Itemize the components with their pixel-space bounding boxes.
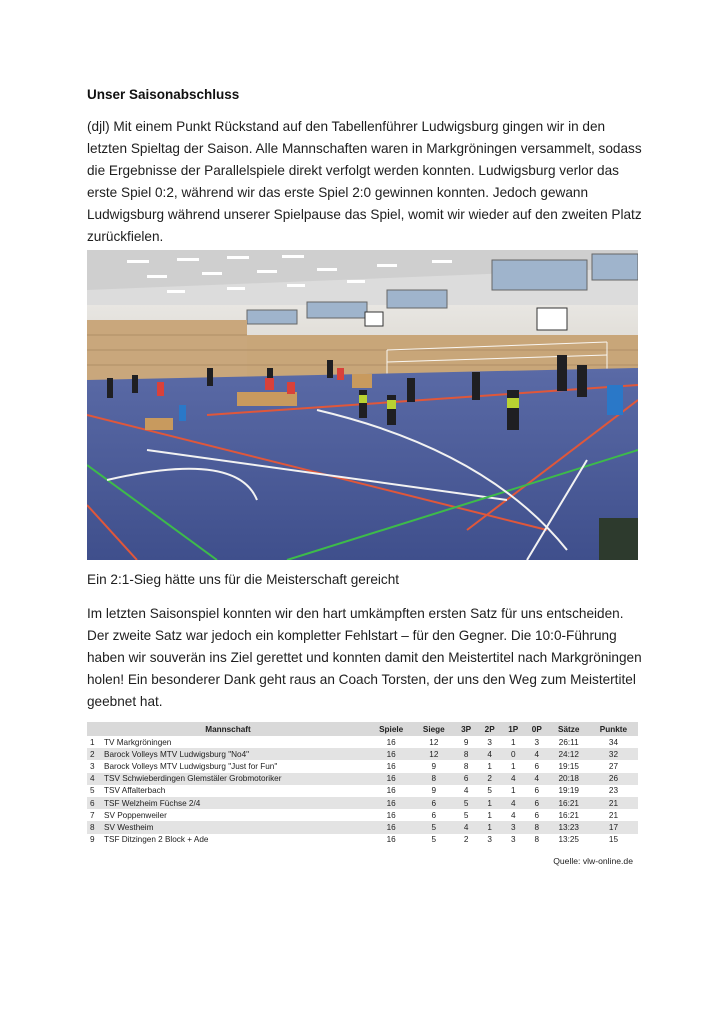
- points-cell: 23: [608, 786, 618, 796]
- sets-cell: 19:19: [558, 786, 579, 796]
- rank-cell: 4: [87, 773, 101, 785]
- wins-cell: 5: [431, 835, 437, 845]
- sets-cell: 20:18: [549, 773, 589, 785]
- p1-cell: 3: [510, 835, 516, 845]
- header-1p: 1P: [501, 722, 525, 736]
- wins-cell: 9: [431, 761, 437, 771]
- points-cell: 26: [589, 773, 638, 785]
- team-cell: TSF Ditzingen 2 Block + Ade: [104, 835, 209, 845]
- table-row: [87, 736, 638, 748]
- header-0p: 0P: [525, 722, 549, 736]
- wins-cell: 6: [431, 810, 437, 820]
- standings-table: [87, 722, 638, 846]
- p0-cell: 6: [534, 761, 540, 771]
- p1-cell: 4: [501, 797, 525, 809]
- team-cell: Barock Volleys MTV Ludwigsburg "No4": [101, 748, 369, 760]
- p2-cell: 3: [487, 835, 492, 845]
- header-team: Mannschaft: [87, 722, 369, 736]
- team-cell: Barock Volleys MTV Ludwigsburg "Just for Fun": [104, 761, 278, 771]
- team-cell: SV Westheim: [101, 821, 369, 833]
- wins-cell: 12: [429, 737, 439, 747]
- sets-cell: 19:15: [558, 761, 579, 771]
- p0-cell: 6: [534, 786, 540, 796]
- p0-cell: 3: [534, 737, 540, 747]
- sets-cell: 16:21: [558, 810, 579, 820]
- p3-cell: 4: [463, 786, 469, 796]
- p0-cell: 8: [534, 835, 540, 845]
- season-summary-paragraph: Im letzten Saisonspiel konnten wir den hart umkämpften ersten Satz für uns entscheiden. Der zweite Satz war jedoch ein kompletter Fehlstart – für den Gegner. Die 10:0-Führung haben wir souverän ins Ziel gerettet und konnten damit den Meistertitel nach Markgröningen holen! Ein besonderer Dank geht raus an Coach Torsten, der uns den Weg zum Meistertitel geebnet hat.: [87, 606, 642, 709]
- header-games: Spiele: [369, 722, 413, 736]
- p1-cell: 3: [501, 821, 525, 833]
- header-wins: Siege: [413, 722, 454, 736]
- wins-cell: 8: [413, 773, 454, 785]
- p0-cell: 4: [525, 773, 549, 785]
- games-cell: 16: [369, 797, 413, 809]
- team-cell: TSF Welzheim Füchse 2/4: [101, 797, 369, 809]
- table-row: [87, 834, 638, 846]
- header-3p: 3P: [454, 722, 478, 736]
- p0-cell: 8: [525, 821, 549, 833]
- p1-cell: 0: [501, 748, 525, 760]
- games-cell: 16: [369, 821, 413, 833]
- article-heading: Unser Saisonabschluss: [87, 87, 240, 102]
- table-source: Quelle: vlw-online.de: [553, 856, 633, 866]
- points-cell: 21: [608, 810, 618, 820]
- p3-cell: 9: [463, 737, 469, 747]
- table-row: [87, 773, 638, 785]
- sets-cell: 13:25: [558, 835, 579, 845]
- header-sets: Sätze: [549, 722, 589, 736]
- points-cell: 21: [589, 797, 638, 809]
- rank-cell: 8: [87, 821, 101, 833]
- p3-cell: 2: [463, 835, 469, 845]
- sets-cell: 16:21: [549, 797, 589, 809]
- p2-cell: 3: [487, 737, 492, 747]
- rank-cell: 2: [87, 748, 101, 760]
- p0-cell: 6: [534, 810, 540, 820]
- p3-cell: 8: [463, 761, 469, 771]
- standings-header-row: [87, 722, 638, 736]
- p3-cell: 8: [454, 748, 478, 760]
- wins-cell: 12: [413, 748, 454, 760]
- intro-paragraph: (djl) Mit einem Punkt Rückstand auf den Tabellenführer Ludwigsburg gingen wir in den letzten Spieltag der Saison. Alle Mannschaften waren in Markgröningen versammelt, sodass die Ergebnisse der Parallelspiele direkt verfolgt werden konnten. Ludwigsburg verlor das erste Spiel 0:2, während wir das erste Spiel 2:0 gewinnen konnten. Jedoch gewann Ludwigsburg während unserer Spielpause das Spiel, womit wir wieder auf den zweiten Platz zurückfielen.: [87, 119, 642, 244]
- p3-cell: 6: [454, 773, 478, 785]
- p2-cell: 4: [478, 748, 502, 760]
- points-cell: 17: [589, 821, 638, 833]
- p3-cell: 5: [463, 810, 469, 820]
- games-cell: 16: [369, 748, 413, 760]
- wins-cell: 5: [413, 821, 454, 833]
- p3-cell: 4: [454, 821, 478, 833]
- sets-cell: 24:12: [549, 748, 589, 760]
- games-cell: 16: [386, 810, 396, 820]
- header-2p: 2P: [478, 722, 502, 736]
- table-row: [87, 785, 638, 797]
- photo-caption: Ein 2:1-Sieg hätte uns für die Meisterschaft gereicht: [87, 572, 400, 587]
- p0-cell: 6: [525, 797, 549, 809]
- volleyball-hall-image: [87, 250, 638, 560]
- p3-cell: 5: [454, 797, 478, 809]
- sports-hall-photo: [87, 250, 638, 560]
- table-row: [87, 748, 638, 760]
- rank-cell: 9: [90, 835, 95, 845]
- rank-cell: 1: [90, 737, 95, 747]
- wins-cell: 6: [413, 797, 454, 809]
- rank-cell: 5: [90, 786, 95, 796]
- header-points: Punkte: [589, 722, 638, 736]
- p1-cell: 4: [501, 773, 525, 785]
- games-cell: 16: [386, 737, 396, 747]
- points-cell: 15: [608, 835, 618, 845]
- table-row: [87, 797, 638, 809]
- team-cell: TV Markgröningen: [104, 737, 172, 747]
- p2-cell: 1: [487, 761, 492, 771]
- p1-cell: 4: [510, 810, 516, 820]
- p0-cell: 4: [525, 748, 549, 760]
- p1-cell: 1: [510, 786, 516, 796]
- points-cell: 34: [608, 737, 618, 747]
- p1-cell: 1: [510, 737, 516, 747]
- p2-cell: 1: [487, 810, 492, 820]
- games-cell: 16: [386, 761, 396, 771]
- rank-cell: 7: [90, 810, 95, 820]
- rank-cell: 6: [87, 797, 101, 809]
- p2-cell: 5: [487, 786, 492, 796]
- table-row: [87, 809, 638, 821]
- games-cell: 16: [386, 786, 396, 796]
- p2-cell: 2: [478, 773, 502, 785]
- p1-cell: 1: [510, 761, 516, 771]
- p2-cell: 1: [478, 797, 502, 809]
- games-cell: 16: [386, 835, 396, 845]
- sets-cell: 13:23: [549, 821, 589, 833]
- games-cell: 16: [369, 773, 413, 785]
- table-row: [87, 821, 638, 833]
- rank-cell: 3: [90, 761, 95, 771]
- sets-cell: 26:11: [558, 737, 579, 747]
- table-row: [87, 760, 638, 772]
- team-cell: SV Poppenweiler: [104, 810, 167, 820]
- p2-cell: 1: [478, 821, 502, 833]
- points-cell: 27: [608, 761, 618, 771]
- team-cell: TSV Schwieberdingen Glemstäler Grobmotoriker: [101, 773, 369, 785]
- team-cell: TSV Affalterbach: [104, 786, 166, 796]
- points-cell: 32: [589, 748, 638, 760]
- wins-cell: 9: [431, 786, 437, 796]
